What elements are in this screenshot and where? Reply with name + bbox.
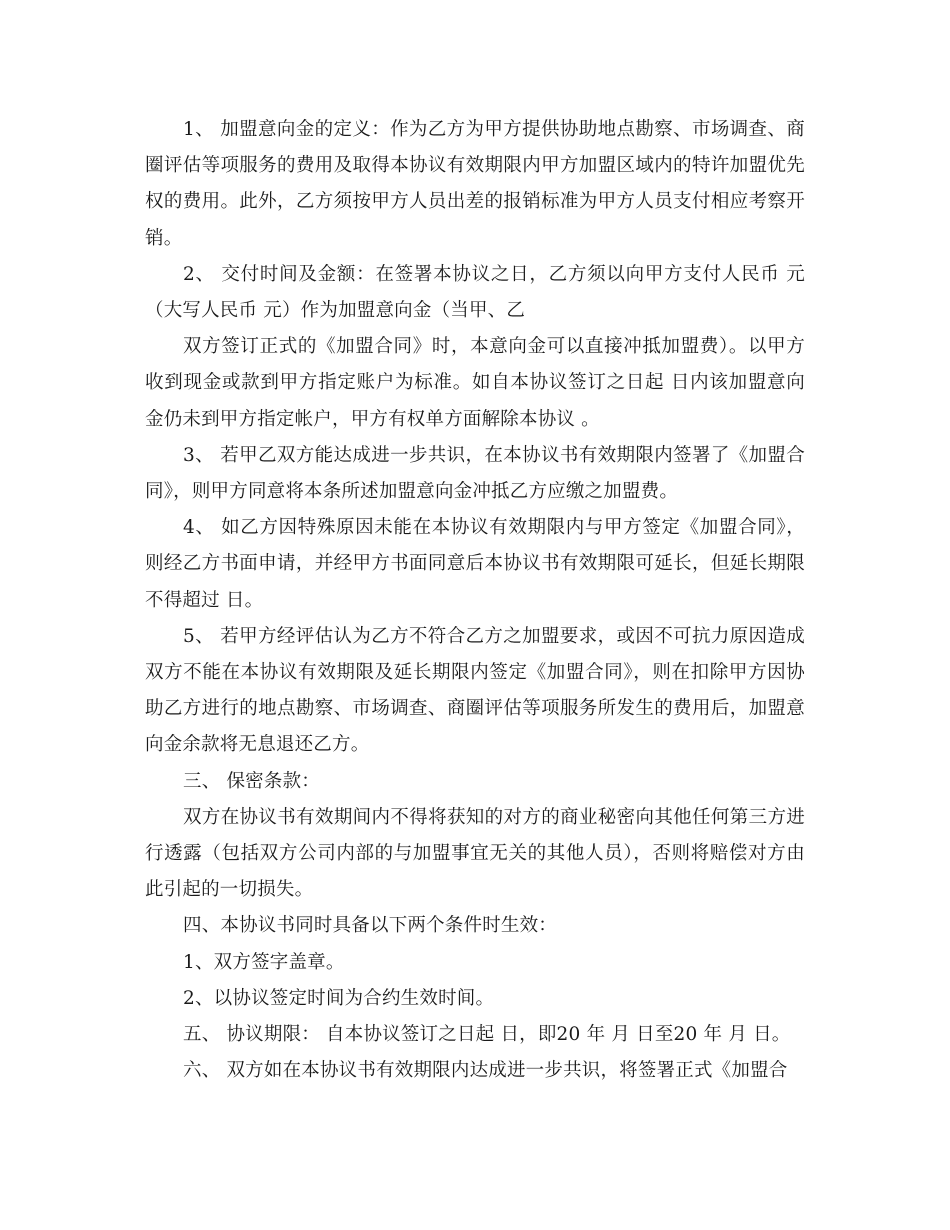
clause-refund: 5、 若甲方经评估认为乙方不符合乙方之加盟要求，或因不可抗力原因造成双方不能在本协议有效期限及延长期限内签定《加盟合同》，则在扣除甲方因协助乙方进行的地点勘察、市场调查、商圈评估等项服务所发生的费用后，加盟意向金余款将无息退还乙方。: [145, 625, 805, 756]
condition-signature: 1、双方签字盖章。: [183, 951, 345, 973]
section-effectiveness-heading: 四、本协议书同时具备以下两个条件时生效：: [183, 915, 558, 937]
clause-confidentiality: 双方在协议书有效期间内不得将获知的对方的商业秘密向其他任何第三方进行透露（包括双方公司内部的与加盟事宜无关的其他人员），否则将赔偿对方由此引起的一切损失。: [145, 806, 805, 901]
section-term: 五、 协议期限： 自本协议签订之日起 日，即20 年 月 日至20 年 月 日。: [183, 1024, 791, 1046]
clause-extension: 4、 如乙方因特殊原因未能在本协议有效期限内与甲方签定《加盟合同》，则经乙方书面申请，并经甲方书面同意后本协议书有效期限可延长，但延长期限不得超过 日。: [145, 517, 805, 611]
clause-deposit-offset: 3、 若甲乙双方能达成进一步共识，在本协议书有效期限内签署了《加盟合同》，则甲方同意将本条所述加盟意向金冲抵乙方应缴之加盟费。: [145, 444, 805, 503]
clause-deposit-definition: 1、 加盟意向金的定义：作为乙方为甲方提供协助地点勘察、市场调查、商圈评估等项服务的费用及取得本协议有效期限内甲方加盟区域内的特许加盟优先权的费用。此外，乙方须按甲方人员出差的报销标准为甲方人员支付相应考察开销。: [145, 119, 805, 249]
clause-payment-time-amount: 2、 交付时间及金额：在签署本协议之日，乙方须以向甲方支付人民币 元（大写人民币 元）作为加盟意向金（当甲、乙: [145, 263, 805, 322]
section-formal-contract: 六、 双方如在本协议书有效期限内达成进一步共识，将签署正式《加盟合: [183, 1060, 788, 1082]
clause-payment-continuation: 双方签订正式的《加盟合同》时，本意向金可以直接冲抵加盟费）。以甲方收到现金或款到甲方指定账户为标准。如自本协议签订之日起 日内该加盟意向金仍未到甲方指定帐户，甲方有权单方面解除本协议 。: [145, 336, 805, 430]
condition-effective-time: 2、以协议签定时间为合约生效时间。: [183, 987, 495, 1009]
section-confidentiality-heading: 三、 保密条款：: [183, 770, 320, 792]
